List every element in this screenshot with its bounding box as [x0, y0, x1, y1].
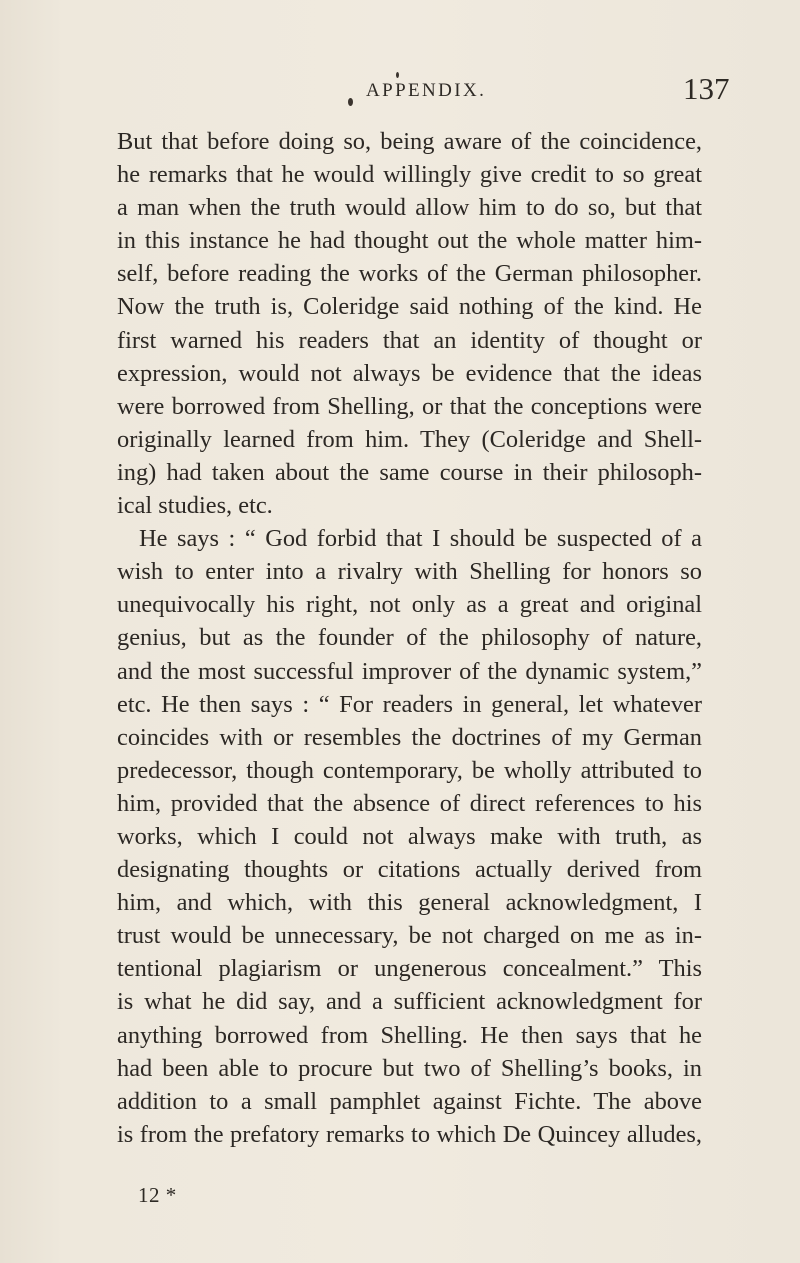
text-line: him, provided that the absence of direct references to his: [117, 789, 702, 817]
text-line: had been able to procure but two of Shelling’s books, in: [117, 1054, 702, 1082]
text-line: coincides with or resembles the doctrines of my German: [117, 723, 702, 751]
text-line: him, and which, with this general acknowledgment, I: [117, 889, 702, 917]
text-line: He says : “ God forbid that I should be suspected of a: [139, 525, 702, 553]
text-line: a man when the truth would allow him to do so, but that: [117, 194, 702, 222]
text-line: in this instance he had thought out the whole matter him-: [117, 227, 702, 255]
page-number: 137: [683, 71, 730, 106]
text-line: But that before doing so, being aware of the coincidence,: [117, 128, 702, 155]
text-line: he remarks that he would willingly give credit to so great: [117, 161, 702, 189]
signature-mark: 12 *: [138, 1183, 177, 1207]
text-line: first warned his readers that an identity of thought or: [117, 326, 702, 354]
text-line: and the most successful improver of the dynamic system,”: [117, 657, 702, 685]
text-line: designating thoughts or citations actually derived from: [117, 856, 702, 884]
text-line: were borrowed from Shelling, or that the conceptions were: [117, 392, 702, 420]
text-line: addition to a small pamphlet against Fichte. The above: [117, 1087, 702, 1115]
text-line: genius, but as the founder of the philosophy of nature,: [117, 624, 702, 652]
text-line: trust would be unnecessary, be not charged on me as in-: [117, 922, 702, 950]
text-line: predecessor, though contemporary, be wholly attributed to: [117, 756, 702, 784]
text-line: etc. He then says : “ For readers in general, let whatever: [117, 690, 702, 718]
text-line: originally learned from him. They (Coleridge and Shell-: [117, 425, 702, 453]
ink-speck-icon: [348, 98, 353, 106]
text-line: is what he did say, and a sufficient acknowledgment for: [117, 988, 702, 1016]
body-text: [117, 125, 702, 1151]
page-header: [0, 70, 800, 110]
text-line: Now the truth is, Coleridge said nothing of the kind. He: [117, 293, 702, 321]
running-head: APPENDIX.: [366, 80, 487, 101]
text-line: ing) had taken about the same course in their philosoph-: [117, 458, 702, 486]
text-line: anything borrowed from Shelling. He then says that he: [117, 1021, 702, 1049]
text-line: self, before reading the works of the German philosopher.: [117, 260, 702, 288]
text-line: works, which I could not always make with truth, as: [117, 822, 702, 850]
text-line: is from the prefatory remarks to which De Quincey alludes,: [117, 1120, 702, 1148]
text-line: expression, would not always be evidence that the ideas: [117, 359, 702, 387]
ink-speck-icon: [396, 72, 399, 78]
text-line: tentional plagiarism or ungenerous concealment.” This: [117, 955, 702, 983]
text-line: unequivocally his right, not only as a great and original: [117, 591, 702, 619]
text-line: wish to enter into a rivalry with Shelling for honors so: [117, 558, 702, 586]
text-line: ical studies, etc.: [117, 492, 273, 520]
